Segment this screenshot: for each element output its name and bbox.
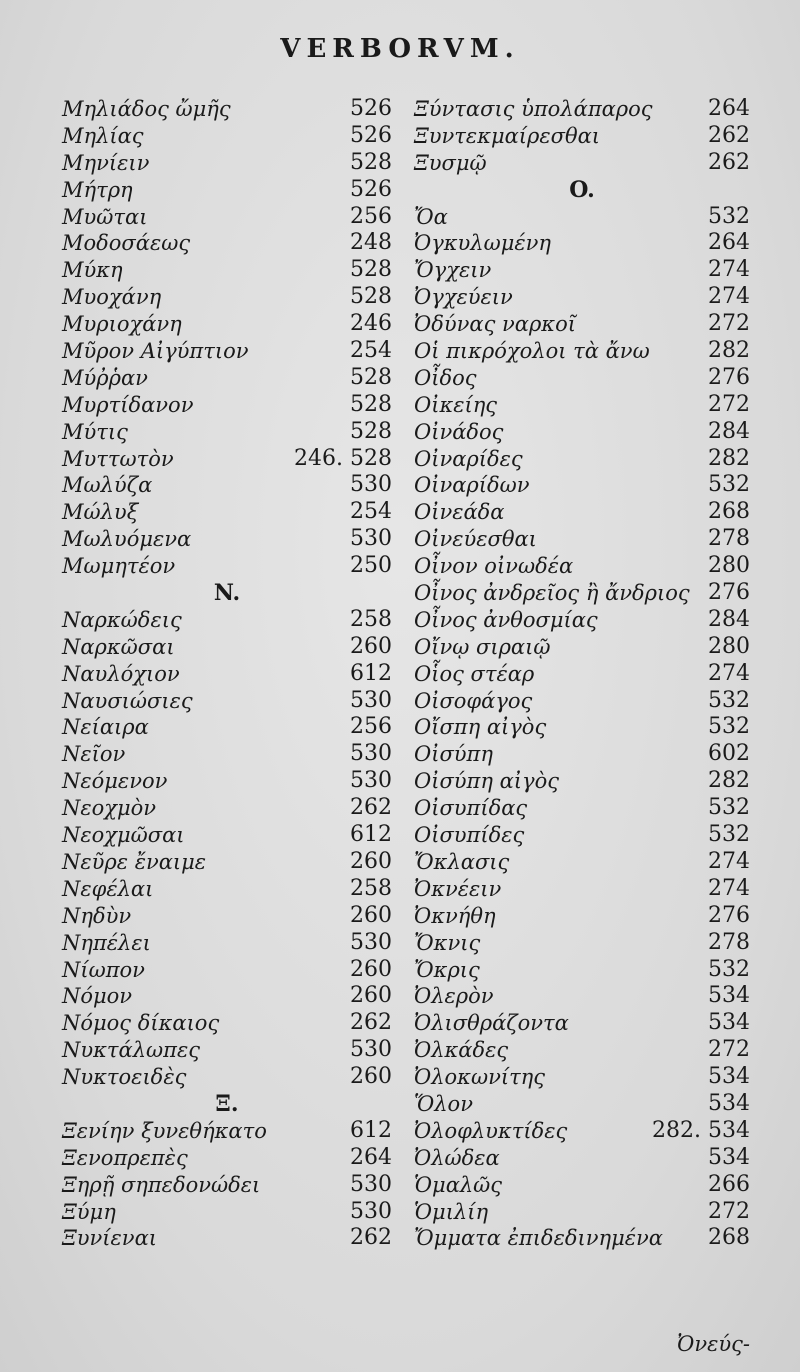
index-entry — [62, 365, 392, 392]
section-heading: Ξ. — [215, 1090, 239, 1117]
index-term: Νίωπον — [62, 957, 145, 982]
index-term: Μωλύζα — [62, 473, 153, 498]
section-letter — [62, 580, 392, 607]
index-term: Ξύντασις ὑπολάπαρος — [414, 97, 653, 121]
page-reference: 530 — [350, 768, 392, 794]
index-entry — [62, 123, 392, 150]
page-reference: 530 — [350, 1198, 392, 1224]
index-entry — [414, 1145, 750, 1172]
index-entry — [62, 392, 392, 419]
page-reference: 274 — [708, 660, 750, 686]
index-entry — [62, 419, 392, 446]
page-reference: 532 — [708, 795, 750, 821]
page-reference: 530 — [350, 1037, 392, 1063]
page-reference: 272 — [708, 311, 750, 337]
right-column — [414, 96, 750, 1252]
page-reference: 280 — [708, 553, 750, 579]
index-entry — [62, 1145, 392, 1172]
index-entry — [62, 661, 392, 688]
index-term: Νηπέλει — [62, 930, 151, 955]
index-entry — [414, 1118, 750, 1145]
index-entry — [62, 876, 392, 903]
index-term: Οἴσπη αἰγὸς — [414, 715, 547, 740]
index-term: Ξενίην ξυνεθήκατο — [62, 1118, 267, 1143]
catchword: Ὀνεύς- — [677, 1332, 750, 1356]
index-entry — [414, 472, 750, 499]
page-reference: 528 — [350, 257, 392, 283]
index-term: Μύτις — [62, 419, 128, 444]
index-entry — [62, 714, 392, 741]
page-reference: 248 — [350, 230, 392, 256]
page-reference: 612 — [350, 822, 392, 848]
index-term: Οἷος στέαρ — [414, 661, 535, 686]
page-reference: 276 — [708, 364, 750, 390]
index-entry — [62, 1010, 392, 1037]
index-entry — [414, 123, 750, 150]
index-term: Ξηρῇ σηπεδονώδει — [62, 1172, 261, 1197]
page-reference: 602 — [708, 741, 750, 767]
index-term: Νεῖον — [62, 742, 126, 767]
page-reference: 260 — [350, 983, 392, 1009]
index-entry — [62, 1172, 392, 1199]
page-reference: 258 — [350, 606, 392, 632]
index-term: Ὄγχειν — [414, 258, 492, 283]
index-entry — [62, 634, 392, 661]
page-reference: 264 — [708, 96, 750, 121]
page-reference: 532 — [708, 472, 750, 498]
page-reference: 260 — [350, 633, 392, 659]
index-term: Μοδοσάεως — [62, 231, 191, 256]
page-reference: 530 — [350, 741, 392, 767]
index-entry — [414, 96, 750, 123]
page-reference: 260 — [350, 1064, 392, 1090]
index-term: Οἰνεύεσθαι — [414, 527, 537, 552]
index-entry — [414, 338, 750, 365]
index-entry — [414, 930, 750, 957]
index-entry — [414, 1172, 750, 1199]
index-term: Μυῶται — [62, 204, 148, 229]
index-term: Ὀλκάδες — [414, 1038, 509, 1063]
index-entry — [62, 1225, 392, 1252]
index-entry — [414, 634, 750, 661]
index-term: Μύκη — [62, 258, 123, 283]
index-term: Ναυλόχιον — [62, 661, 180, 686]
page-reference: 534 — [708, 1090, 750, 1116]
page-reference: 284 — [708, 418, 750, 444]
index-term: Νυκτοειδὲς — [62, 1065, 187, 1090]
page-reference: 254 — [350, 338, 392, 364]
index-entry — [62, 849, 392, 876]
index-term: Οἰκείης — [414, 392, 498, 417]
index-entry — [414, 983, 750, 1010]
page-reference: 262 — [350, 795, 392, 821]
index-entry — [62, 607, 392, 634]
page-reference: 282. 534 — [652, 1117, 750, 1143]
index-term: Ὀγκυλωμένη — [414, 231, 552, 256]
page-reference: 256 — [350, 714, 392, 740]
index-term: Μωμητέον — [62, 554, 176, 579]
index-entry — [414, 876, 750, 903]
index-entry — [414, 150, 750, 177]
index-term: Ὄκρις — [414, 957, 480, 982]
index-entry — [62, 257, 392, 284]
page-reference: 532 — [708, 822, 750, 848]
index-term: Οἰσυπίδας — [414, 796, 528, 821]
index-term: Ὁμαλῶς — [414, 1172, 503, 1197]
index-term: Οἰσύπη αἰγὸς — [414, 769, 559, 794]
index-entry — [414, 714, 750, 741]
page-reference: 278 — [708, 929, 750, 955]
page-reference: 282 — [708, 445, 750, 471]
index-entry — [414, 204, 750, 231]
index-term: Οἶνος ἀνθοσμίας — [414, 607, 598, 632]
index-entry — [414, 903, 750, 930]
index-entry — [414, 741, 750, 768]
index-entry — [414, 849, 750, 876]
index-term: Οἴνῳ σιραιῷ — [414, 634, 551, 659]
page-reference: 268 — [708, 499, 750, 525]
page-reference: 246 — [350, 311, 392, 337]
index-entry — [414, 957, 750, 984]
index-term: Ὄα — [414, 204, 448, 229]
index-term: Οἶνον οἰνωδέα — [414, 554, 574, 579]
index-term: Ναρκῶσαι — [62, 634, 175, 659]
page-reference: 260 — [350, 902, 392, 928]
index-entry — [62, 96, 392, 123]
index-entry — [62, 177, 392, 204]
index-entry — [62, 930, 392, 957]
page-reference: 246. 528 — [294, 445, 392, 471]
index-term: Οἰνεάδα — [414, 500, 505, 525]
index-term: Ὀλώδεα — [414, 1145, 500, 1170]
index-entry — [414, 1037, 750, 1064]
index-term: Ξυσμῷ — [414, 150, 487, 175]
index-term: Νεοχμὸν — [62, 796, 157, 821]
index-entry — [414, 553, 750, 580]
index-term: Μυττωτὸν — [62, 446, 174, 471]
index-term: Νόμος δίκαιος — [62, 1011, 220, 1036]
index-entry — [62, 957, 392, 984]
index-term: Ὄκλασις — [414, 849, 510, 874]
index-term: Νεόμενον — [62, 769, 168, 794]
index-entry — [62, 903, 392, 930]
left-column — [62, 96, 392, 1252]
index-entry — [62, 1199, 392, 1226]
index-entry — [62, 472, 392, 499]
page-reference: 250 — [350, 553, 392, 579]
page-reference: 528 — [350, 284, 392, 310]
index-entry — [414, 284, 750, 311]
index-term: Ὀλισθράζοντα — [414, 1011, 569, 1036]
page-reference: 532 — [708, 956, 750, 982]
index-term: Ὀλερὸν — [414, 984, 494, 1009]
page-reference: 534 — [708, 983, 750, 1009]
page-reference: 532 — [708, 687, 750, 713]
section-heading: O. — [569, 176, 595, 203]
index-term: Οἶδος — [414, 365, 477, 390]
page-reference: 530 — [350, 687, 392, 713]
index-entry — [414, 419, 750, 446]
page-reference: 268 — [708, 1225, 750, 1251]
index-entry — [414, 607, 750, 634]
page-reference: 528 — [350, 149, 392, 175]
running-header: VERBORVM. — [280, 34, 520, 64]
index-term: Μυρτίδανον — [62, 392, 194, 417]
page-reference: 532 — [708, 203, 750, 229]
index-entry — [414, 1199, 750, 1226]
index-entry — [414, 446, 750, 473]
index-term: Οἰνάδος — [414, 419, 504, 444]
page-reference: 262 — [708, 122, 750, 148]
index-entry — [414, 365, 750, 392]
index-term: Ὄκνις — [414, 930, 481, 955]
index-entry — [414, 822, 750, 849]
section-heading: N. — [213, 580, 241, 607]
index-term: Μήτρη — [62, 177, 133, 202]
index-term: Ξύμη — [62, 1199, 116, 1224]
page-reference: 532 — [708, 714, 750, 740]
page-reference: 534 — [708, 1144, 750, 1170]
index-entry — [414, 795, 750, 822]
index-term: Μηλιάδος ὤμῆς — [62, 97, 231, 121]
page-reference: 274 — [708, 284, 750, 310]
page-reference: 262 — [708, 149, 750, 175]
index-term: Οἰσοφάγος — [414, 688, 533, 713]
page-reference: 526 — [350, 176, 392, 202]
page-reference: 272 — [708, 1198, 750, 1224]
index-entry — [414, 1225, 750, 1252]
page-reference: 260 — [350, 956, 392, 982]
index-term: Ξυντεκμαίρεσθαι — [414, 123, 601, 148]
page-reference: 276 — [708, 902, 750, 928]
page-reference: 282 — [708, 338, 750, 364]
page-reference: 282 — [708, 768, 750, 794]
index-term: Ὀδύνας ναρκοῖ — [414, 312, 576, 337]
index-term: Νεφέλαι — [62, 876, 154, 901]
index-term: Μῦρον Αἰγύπτιον — [62, 339, 249, 364]
index-entry — [62, 284, 392, 311]
index-entry — [414, 392, 750, 419]
index-term: Ξενοπρεπὲς — [62, 1145, 188, 1170]
index-term: Ὄμματα ἐπιδεδινημένα — [414, 1226, 663, 1251]
page-reference: 530 — [350, 1171, 392, 1197]
index-entry — [414, 526, 750, 553]
index-term: Μύῤῥαν — [62, 365, 148, 390]
page-reference: 280 — [708, 633, 750, 659]
page-reference: 272 — [708, 1037, 750, 1063]
page-reference: 264 — [708, 230, 750, 256]
index-term: Μώλυξ — [62, 500, 139, 525]
index-term: Μηνίειν — [62, 150, 150, 175]
index-term: Οἰναρίδες — [414, 446, 523, 471]
page-reference: 258 — [350, 875, 392, 901]
index-term: Ὀλοφλυκτίδες — [414, 1118, 568, 1143]
index-entry — [414, 499, 750, 526]
index-entry — [62, 553, 392, 580]
page-reference: 612 — [350, 1117, 392, 1143]
index-entry — [62, 230, 392, 257]
page-reference: 534 — [708, 1010, 750, 1036]
index-entry — [414, 230, 750, 257]
index-entry — [62, 338, 392, 365]
section-letter — [414, 177, 750, 204]
page-reference: 274 — [708, 875, 750, 901]
index-entry — [62, 204, 392, 231]
page-reference: 528 — [350, 418, 392, 444]
index-entry — [414, 1010, 750, 1037]
page-reference: 530 — [350, 472, 392, 498]
index-entry — [62, 446, 392, 473]
page-reference: 612 — [350, 660, 392, 686]
index-term: Ὀκνήθη — [414, 903, 496, 928]
page-reference: 276 — [708, 580, 750, 606]
index-entry — [62, 499, 392, 526]
index-term: Οἶνος ἀνδρεῖος ἢ ἄνδριος — [414, 581, 690, 606]
index-term: Ὁμιλίη — [414, 1199, 489, 1224]
index-entry — [414, 311, 750, 338]
index-term: Ὀγχεύειν — [414, 285, 513, 310]
page-reference: 534 — [708, 1064, 750, 1090]
page-reference: 278 — [708, 526, 750, 552]
page-reference: 264 — [350, 1144, 392, 1170]
page-reference: 260 — [350, 848, 392, 874]
index-term: Οἰσυπίδες — [414, 823, 525, 848]
index-term: Νηδὺν — [62, 903, 132, 928]
index-term: Νόμον — [62, 984, 133, 1009]
index-term: Μωλυόμενα — [62, 527, 192, 552]
index-entry — [62, 688, 392, 715]
index-entry — [414, 1091, 750, 1118]
page-reference: 274 — [708, 848, 750, 874]
index-entry — [414, 257, 750, 284]
index-entry — [62, 526, 392, 553]
index-term: Νεοχμῶσαι — [62, 823, 185, 848]
page-reference: 256 — [350, 203, 392, 229]
index-term: Νυκτάλωπες — [62, 1038, 200, 1063]
index-entry — [62, 150, 392, 177]
index-entry — [62, 795, 392, 822]
page-reference: 284 — [708, 606, 750, 632]
index-term: Νείαιρα — [62, 715, 149, 740]
page-reference: 526 — [350, 96, 392, 121]
index-term: Ὅλον — [414, 1091, 473, 1116]
index-term: Μυριοχάνη — [62, 312, 182, 337]
page-reference: 530 — [350, 929, 392, 955]
index-entry — [414, 661, 750, 688]
page-reference: 530 — [350, 526, 392, 552]
index-entry — [62, 1064, 392, 1091]
index-term: Ὀλοκωνίτης — [414, 1065, 546, 1090]
index-term: Οἱ πικρόχολοι τὰ ἄνω — [414, 339, 650, 364]
index-entry — [414, 768, 750, 795]
index-entry — [62, 311, 392, 338]
page-reference: 262 — [350, 1225, 392, 1251]
index-entry — [62, 822, 392, 849]
page-reference: 266 — [708, 1171, 750, 1197]
page-reference: 528 — [350, 364, 392, 390]
index-term: Ναυσιώσιες — [62, 688, 193, 713]
index-entry — [414, 1064, 750, 1091]
index-term: Ναρκώδεις — [62, 607, 182, 632]
index-term: Νεῦρε ἔναιμε — [62, 849, 207, 874]
index-entry — [414, 580, 750, 607]
index-entry — [414, 688, 750, 715]
index-entry — [62, 983, 392, 1010]
index-term: Ξυνίεναι — [62, 1226, 157, 1251]
page-reference: 262 — [350, 1010, 392, 1036]
page-reference: 526 — [350, 122, 392, 148]
page-reference: 274 — [708, 257, 750, 283]
index-term: Μυοχάνη — [62, 285, 162, 310]
index-entry — [62, 741, 392, 768]
index-entry — [62, 1037, 392, 1064]
section-letter — [62, 1091, 392, 1118]
index-term: Οἰναρίδων — [414, 473, 530, 498]
page-reference: 272 — [708, 391, 750, 417]
page-reference: 528 — [350, 391, 392, 417]
index-term: Μηλίας — [62, 123, 144, 148]
index-term: Ὀκνέειν — [414, 876, 502, 901]
index-entry — [62, 768, 392, 795]
page-reference: 254 — [350, 499, 392, 525]
index-entry — [62, 1118, 392, 1145]
index-term: Οἰσύπη — [414, 742, 493, 767]
